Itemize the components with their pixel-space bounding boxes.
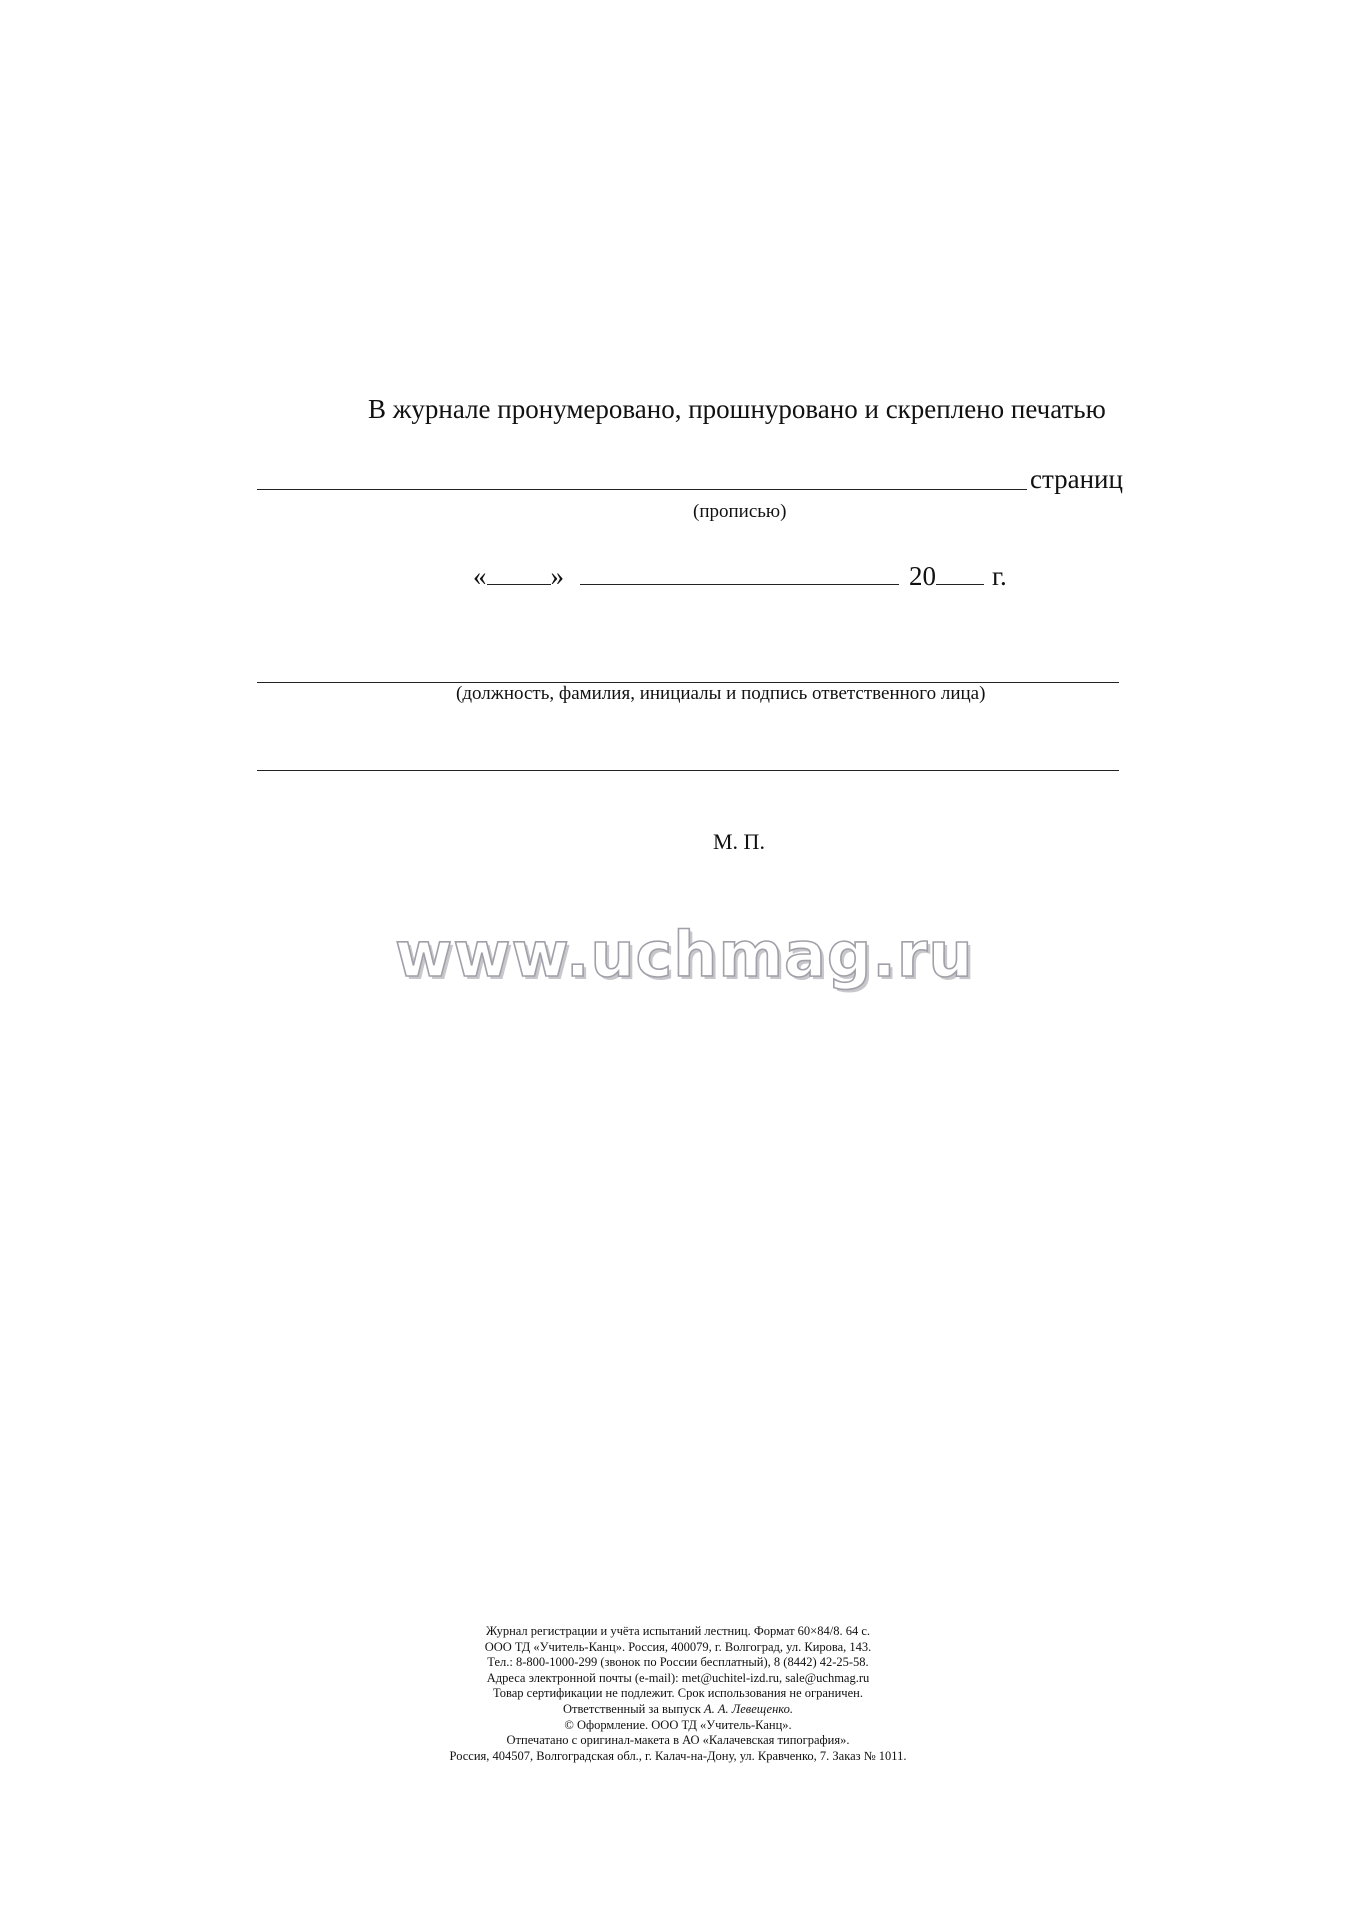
certification-heading: В журнале пронумеровано, прошнуровано и скреплено печатью — [368, 394, 1106, 424]
year-prefix: 20 — [909, 561, 936, 591]
day-blank-line — [487, 560, 551, 585]
imprint-line — [228, 1702, 1128, 1718]
imprint-line: Товар сертификации не подлежит. Срок использования не ограничен. — [493, 1686, 863, 1701]
imprint-line: Журнал регистрации и учёта испытаний лестниц. Формат 60×84/8. 64 с. — [485, 1624, 870, 1638]
second-signature-line — [257, 770, 1119, 771]
imprint-line: Адреса электронной почты (e-mail): met@uchitel-izd.ru, sale@uchmag.ru — [486, 1670, 870, 1685]
watermark-logo: www.uchmag.ru — [395, 918, 974, 991]
month-blank-line — [580, 560, 899, 585]
pages-word: страниц — [1030, 464, 1123, 494]
quote-open: « — [473, 561, 487, 591]
responsible-name: А. А. Левещенко. — [704, 1701, 794, 1716]
pages-count-blank-line — [257, 489, 1027, 490]
imprint-block — [228, 1624, 1128, 1764]
stamp-place-label: М. П. — [713, 829, 765, 854]
imprint-line: Россия, 404507, Волгоградская обл., г. Калач-на-Дону, ул. Кравченко, 7. Заказ № 1011. — [449, 1748, 907, 1763]
position-caption: (должность, фамилия, инициалы и подпись ответственного лица) — [456, 683, 986, 704]
imprint-line: © Оформление. ООО ТД «Учитель-Канц». — [564, 1717, 792, 1732]
quote-close: » — [550, 561, 564, 591]
in-words-caption: (прописью) — [693, 501, 787, 522]
year-blank-line — [936, 560, 984, 585]
imprint-line: Отпечатано с оригинал-макета в АО «Калачевская типография». — [506, 1733, 850, 1748]
date-row — [473, 560, 1007, 592]
imprint-line: Тел.: 8-800-1000-299 (звонок по России бесплатный), 8 (8442) 42-25-58. — [487, 1655, 869, 1670]
responsible-label: Ответственный за выпуск — [562, 1701, 701, 1716]
year-suffix: г. — [992, 561, 1007, 591]
imprint-line: ООО ТД «Учитель-Канц». Россия, 400079, г. Волгоград, ул. Кирова, 143. — [484, 1639, 872, 1654]
